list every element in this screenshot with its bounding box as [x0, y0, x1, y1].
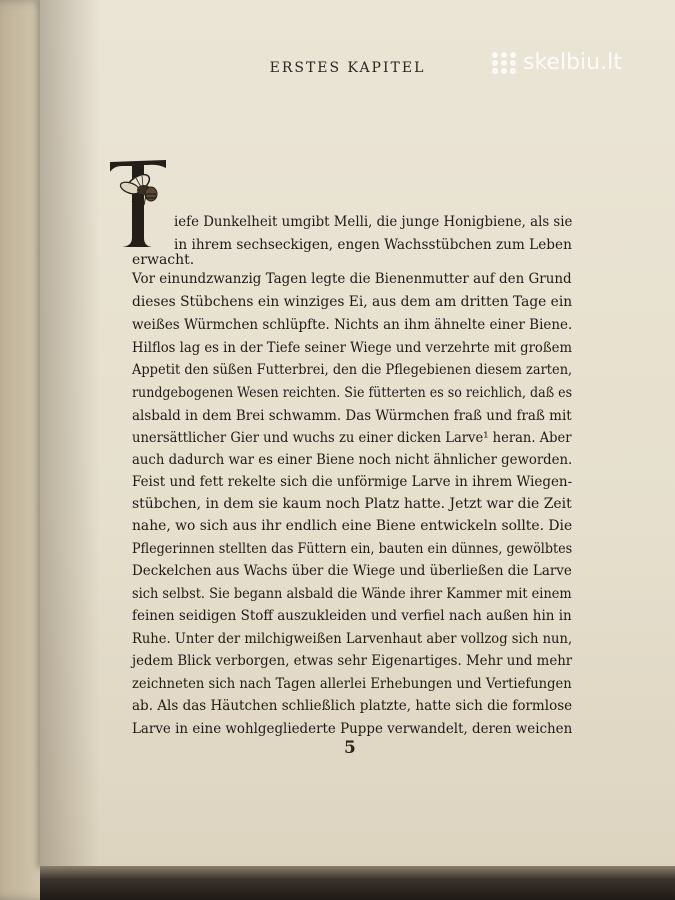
- watermark: [492, 50, 622, 75]
- text-line: nahe, wo sich aus ihr endlich eine Biene entwickeln sollte. Die: [132, 518, 573, 534]
- watermark-dots-icon: [492, 52, 517, 74]
- text-line: Larve in eine wohlgegliederte Puppe verwandelt, deren weichen: [132, 721, 573, 737]
- text-line: rundgebogenen Wesen reichten. Sie fütterten es so reichlich, daß es: [132, 385, 573, 401]
- text-line: in ihrem sechseckigen, engen Wachsstübchen zum Leben: [174, 237, 572, 253]
- watermark-text: skelbiu.lt: [523, 50, 622, 75]
- text-line: stübchen, in dem sie kaum noch Platz hatte. Jetzt war die Zeit: [132, 496, 572, 512]
- text-line: Feist und fett rekelte sich die unförmige Larve in ihrem Wiegen-: [132, 474, 573, 490]
- text-line: zeichneten sich nach Tagen allerlei Erhebungen und Vertiefungen: [132, 676, 572, 692]
- chapter-heading: ERSTES KAPITEL: [269, 60, 426, 76]
- text-line: Appetit den süßen Futterbrei, den die Pflegebienen diesem zarten,: [132, 362, 573, 378]
- text-line: sich selbst. Sie begann alsbald die Wände ihrer Kammer mit einem: [132, 586, 572, 602]
- text-line: dieses Stübchens ein winziges Ei, aus dem am dritten Tage ein: [132, 294, 573, 310]
- text-line: ab. Als das Häutchen schließlich platzte, hatte sich die formlose: [132, 698, 573, 714]
- text-line: Vor einundzwanzig Tagen legte die Bienenmutter auf den Grund: [132, 271, 572, 287]
- text-line: Ruhe. Unter der milchigweißen Larvenhaut aber vollzog sich nun,: [132, 631, 573, 647]
- gutter-shadow: [40, 0, 100, 868]
- text-line: feinen seidigen Stoff auszukleiden und verfiel nach außen hin in: [132, 608, 572, 624]
- text-line: erwacht.: [132, 252, 195, 268]
- text-line: Hilflos lag es in der Tiefe seiner Wiege und verzehrte mit großem: [132, 340, 572, 356]
- drop-cap-bee-illustration: [108, 150, 168, 250]
- table-surface: [40, 866, 675, 900]
- text-line: alsbald in dem Brei schwamm. Das Würmchen fraß und fraß mit: [132, 408, 572, 424]
- text-line: jedem Blick verborgen, etwas sehr Eigenartiges. Mehr und mehr: [132, 653, 573, 669]
- text-line: unersättlicher Gier und wuchs zu einer dicken Larve¹ heran. Aber: [132, 430, 572, 446]
- text-line: weißes Würmchen schlüpfte. Nichts an ihm ähnelte einer Biene.: [132, 317, 573, 333]
- text-line: iefe Dunkelheit umgibt Melli, die junge Honigbiene, als sie: [174, 214, 573, 230]
- text-line: auch dadurch war es einer Biene noch nicht ähnlicher geworden.: [132, 452, 573, 468]
- page-number: 5: [344, 738, 356, 758]
- text-line: Pflegerinnen stellten das Füttern ein, bauten ein dünnes, gewölbtes: [132, 541, 573, 557]
- text-line: Deckelchen aus Wachs über die Wiege und überließen die Larve: [132, 563, 572, 579]
